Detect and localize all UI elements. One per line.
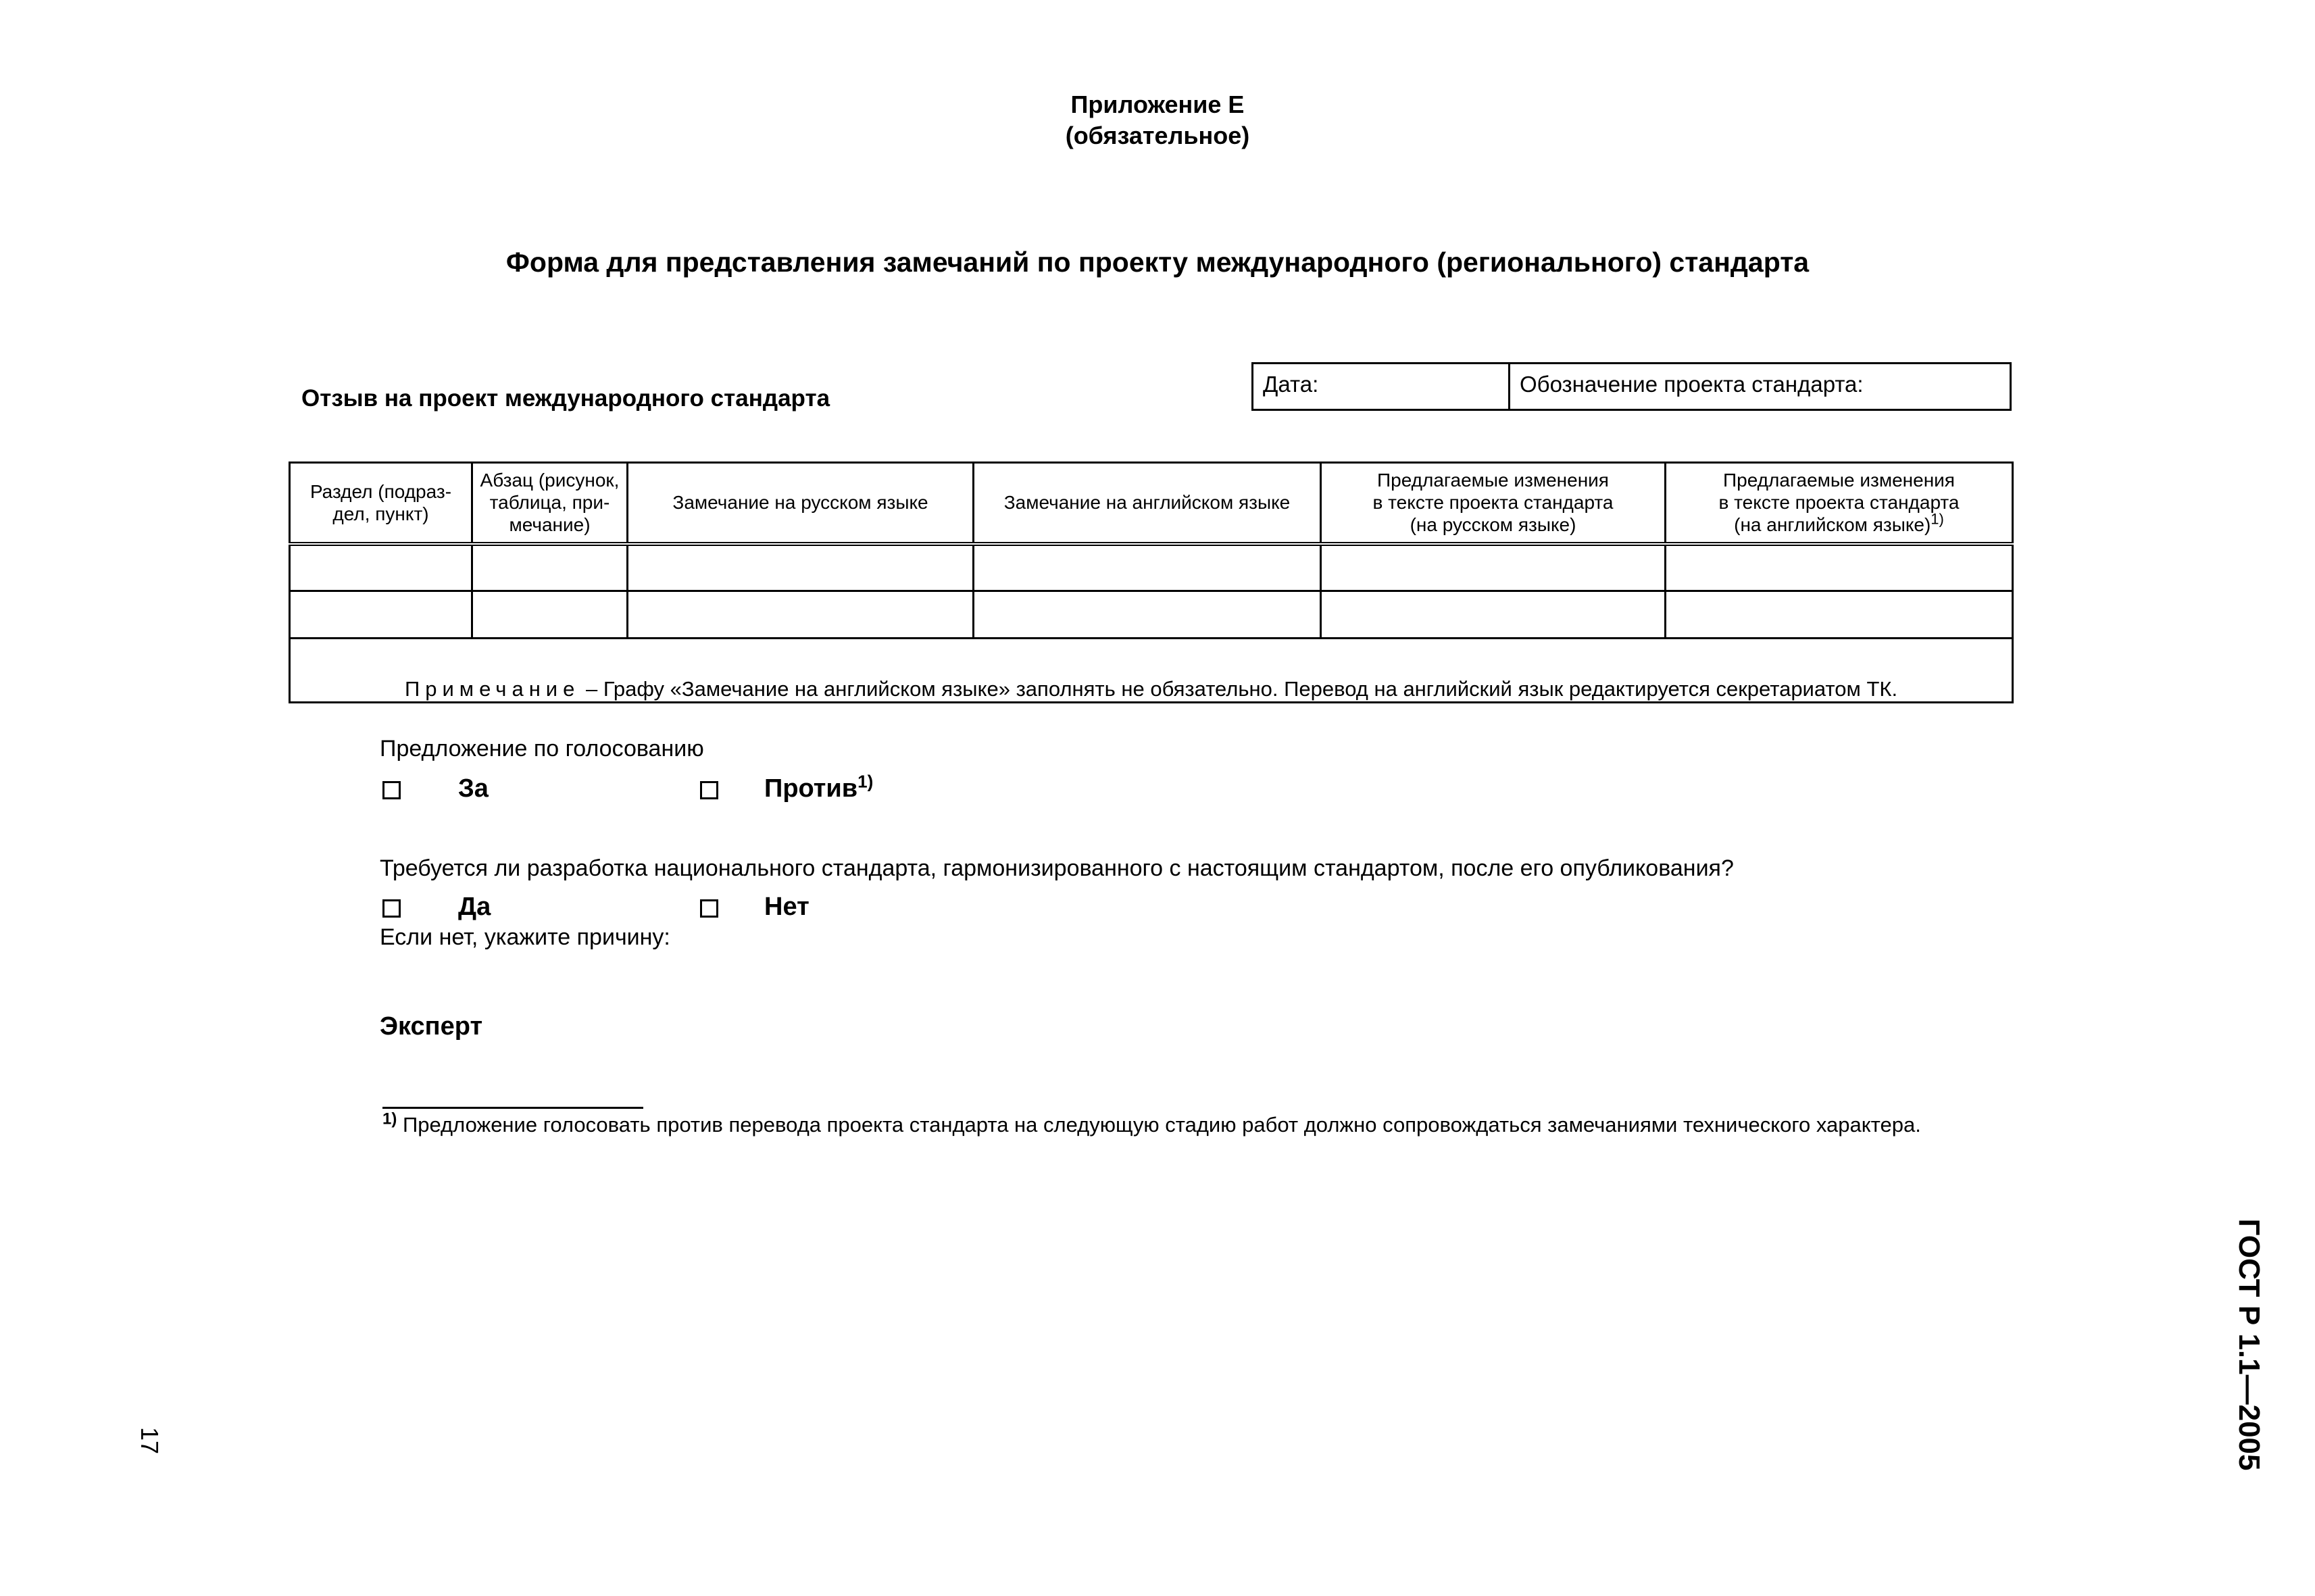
vote-for-checkbox[interactable] [382, 781, 401, 799]
no-checkbox[interactable] [700, 899, 718, 918]
page-number: 17 [136, 1426, 164, 1455]
no-label: Нет [764, 893, 810, 921]
date-designation-box [1251, 362, 2012, 411]
designation-label: Обозначение проекта стандарта: [1520, 372, 1864, 397]
appendix-title: Приложение Е [1070, 91, 1245, 118]
date-field[interactable] [1253, 364, 1510, 409]
column-header-paragraph: Абзац (рисунок, таблица, при- мечание) [472, 463, 628, 544]
table-row [290, 544, 2013, 591]
vote-against-checkbox[interactable] [700, 781, 718, 799]
table-cell[interactable] [290, 544, 472, 591]
footnote-separator [382, 1107, 643, 1109]
footnote-marker: 1) [1931, 510, 1944, 528]
table-cell[interactable] [628, 591, 974, 639]
table-note [290, 639, 2013, 703]
note-label: Примечание [404, 677, 580, 701]
footnote-text: Предложение голосовать против перевода проекта стандарта на следующую стадию работ должно сопровождаться замечаниями технического характера. [397, 1113, 1921, 1137]
column-header-proposed-ru: Предлагаемые изменения в тексте проекта стандарта (на русском языке) [1321, 463, 1666, 544]
footnote-marker: 1) [382, 1109, 397, 1128]
table-cell[interactable] [290, 591, 472, 639]
form-title: Форма для представления замечаний по проекту международного (регионального) стандарта [505, 247, 1810, 278]
expert-label: Эксперт [380, 1012, 483, 1041]
note-text: – Графу «Замечание на английском языке» заполнять не обязательно. Перевод на английский язык редактируется секретариатом ТК. [580, 677, 1898, 701]
designation-field[interactable] [1510, 364, 2010, 409]
voting-question: Предложение по голосованию [380, 736, 704, 762]
table-row [290, 591, 2013, 639]
reason-prompt: Если нет, укажите причину: [380, 924, 670, 950]
table-cell[interactable] [1321, 544, 1666, 591]
table-cell[interactable] [472, 591, 628, 639]
vote-against-label: Против$^{1)}$ [764, 771, 874, 803]
table-cell[interactable] [974, 591, 1321, 639]
table-cell[interactable] [628, 544, 974, 591]
vote-against-footnote-marker: 1) [857, 771, 874, 792]
review-label: Отзыв на проект международного стандарта [301, 385, 830, 412]
date-label: Дата: [1263, 372, 1319, 397]
column-header-section: Раздел (подраз- дел, пункт) [290, 463, 472, 544]
standard-designation: ГОСТ Р 1.1—2005 [2233, 1218, 2266, 1471]
vote-for-label: За [458, 774, 489, 803]
column-header-comment-en: Замечание на английском языке [974, 463, 1321, 544]
footnote [382, 1109, 1921, 1139]
table-cell[interactable] [472, 544, 628, 591]
table-note-row [290, 639, 2013, 703]
column-header-comment-ru: Замечание на русском языке [628, 463, 974, 544]
table-cell[interactable] [1666, 544, 2013, 591]
table-cell[interactable] [1321, 591, 1666, 639]
appendix-status: (обязательное) [1065, 122, 1250, 149]
column-header-proposed-en: Предлагаемые изменения в тексте проекта стандарта (на английском языке)$^{1)}$ [1666, 463, 2013, 544]
table-cell[interactable] [974, 544, 1321, 591]
national-standard-question: Требуется ли разработка национального стандарта, гармонизированного с настоящим стандартом, после его опубликования? [380, 855, 1734, 881]
table-cell[interactable] [1666, 591, 2013, 639]
yes-label: Да [458, 893, 491, 921]
table-header-row [290, 463, 2013, 544]
comments-table [289, 462, 2014, 703]
yes-checkbox[interactable] [382, 899, 401, 918]
